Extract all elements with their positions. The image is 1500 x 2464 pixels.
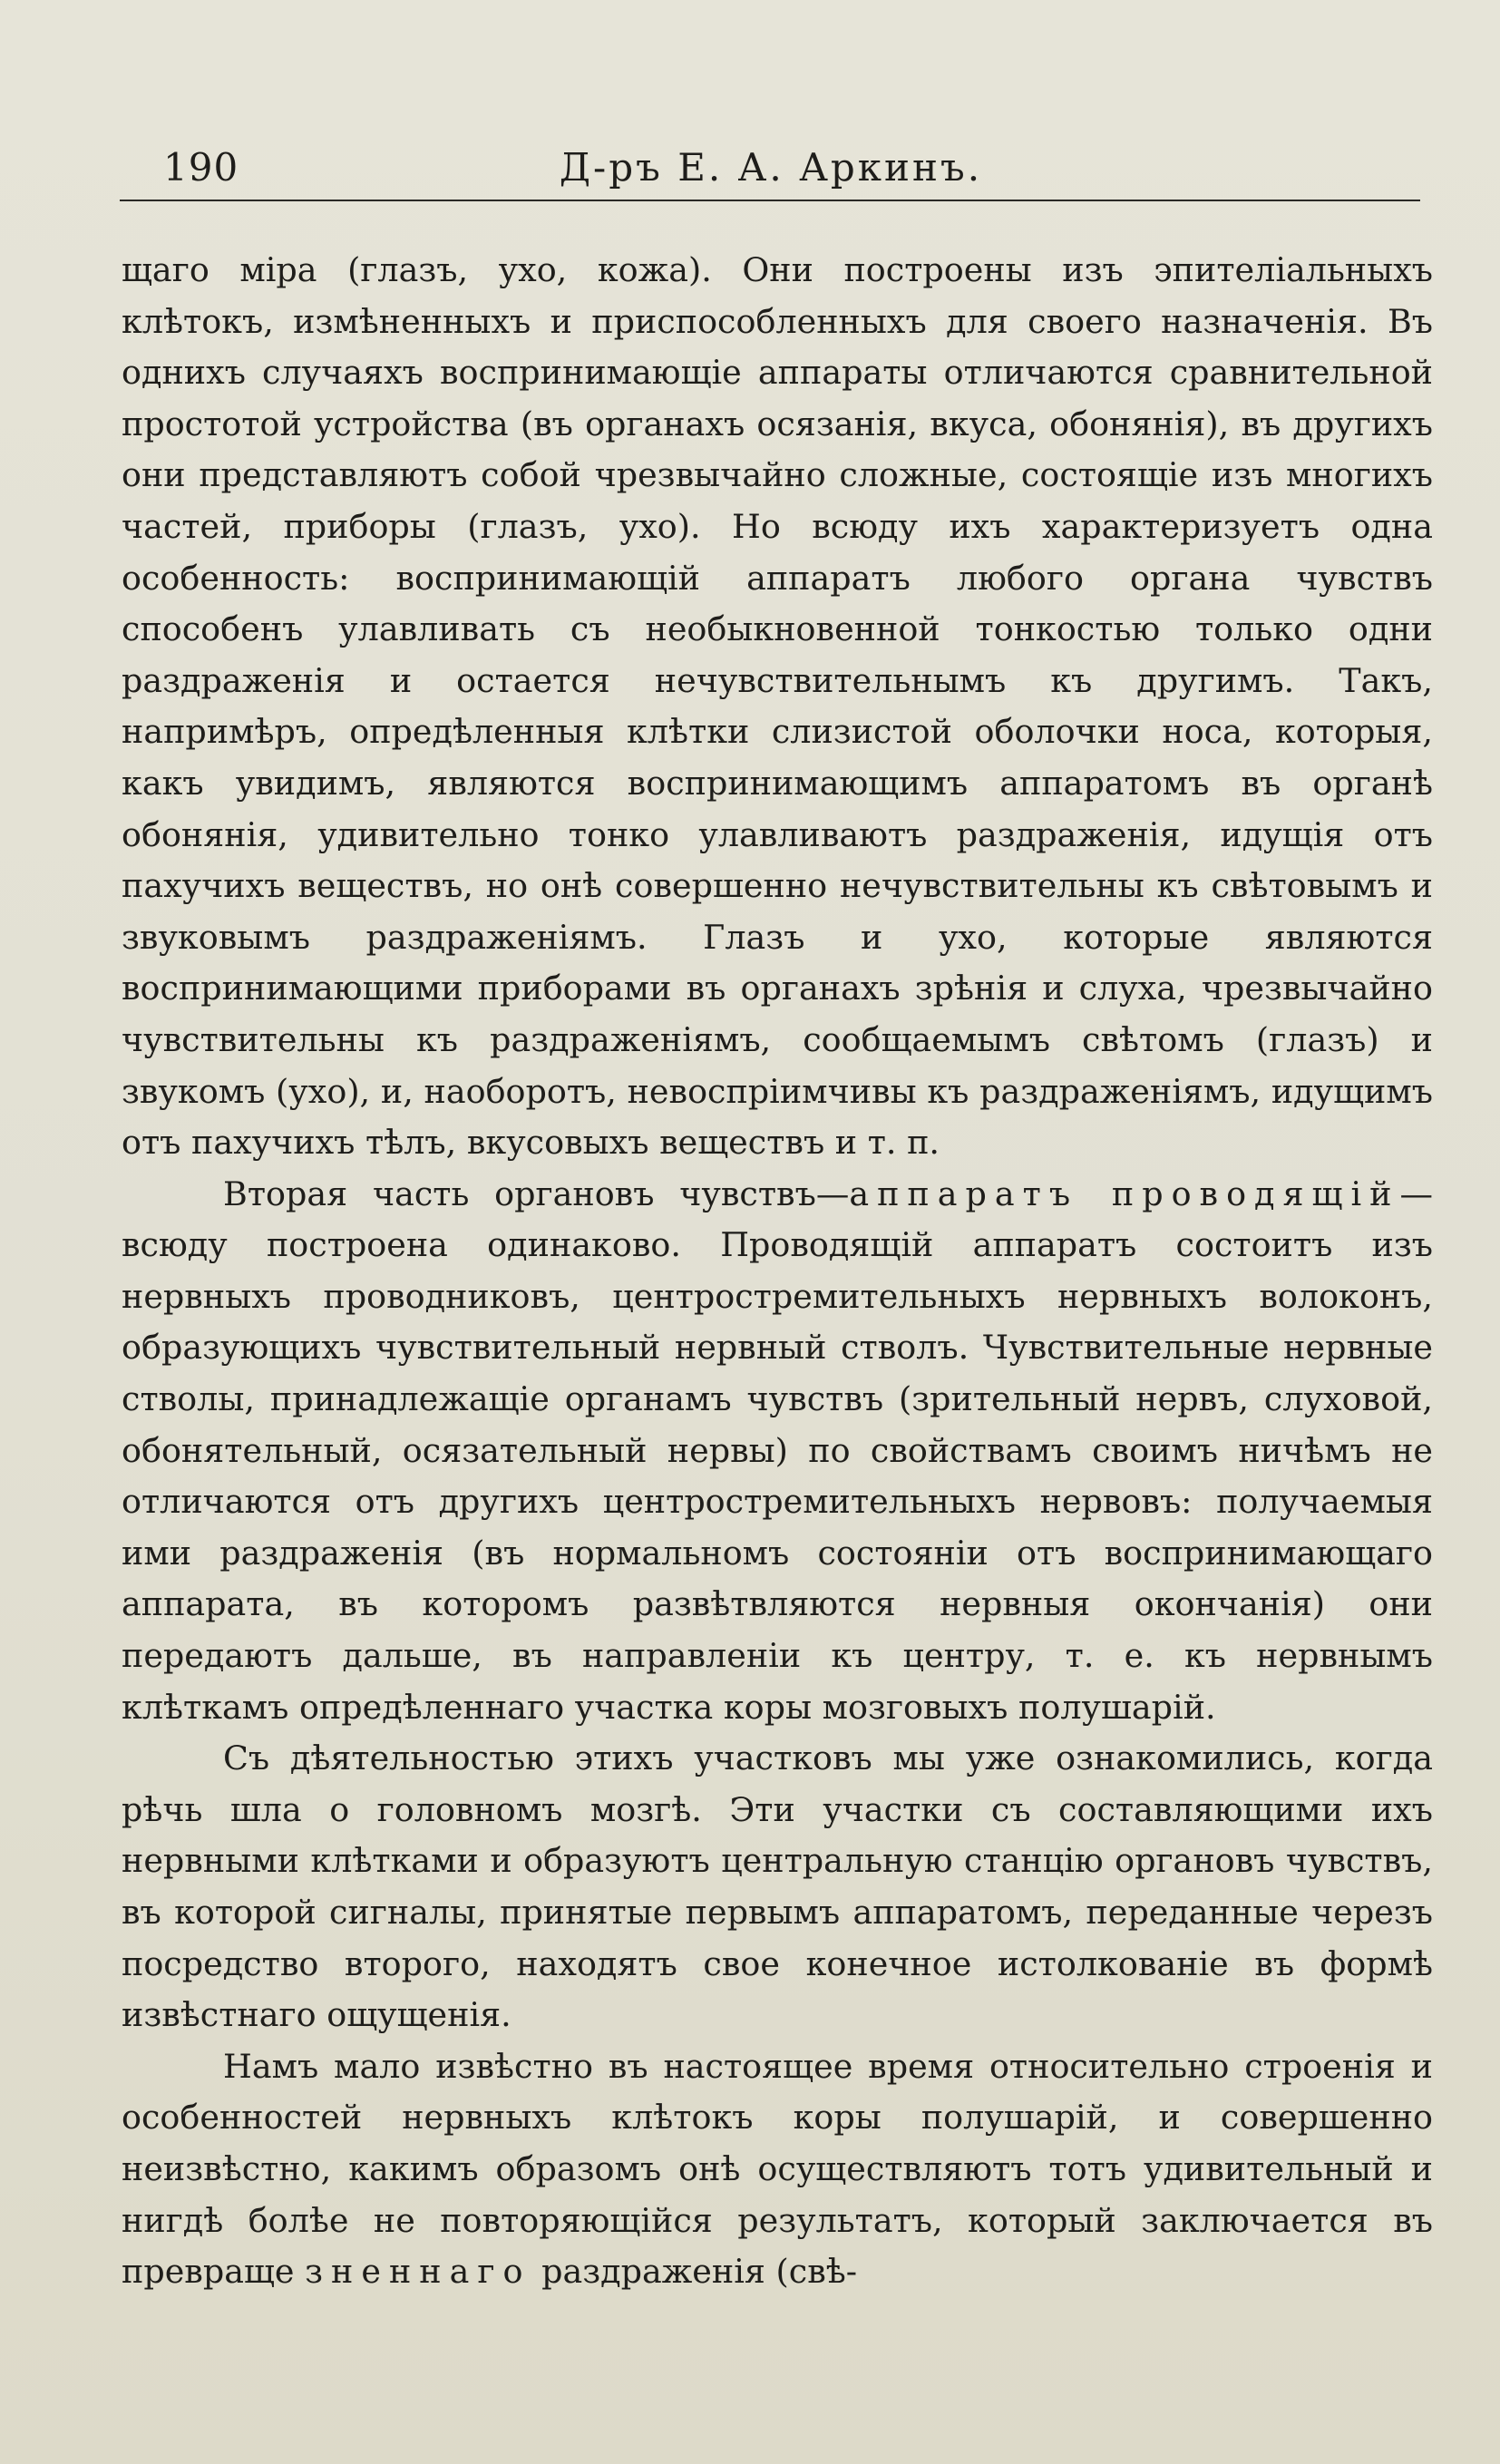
spaced-emphasis-term: аппаратъ проводящій <box>849 1174 1400 1213</box>
paragraph-4-end: раздраженія (свѣ- <box>531 2252 858 2292</box>
header-rule <box>120 200 1420 201</box>
paragraph-2 <box>122 1169 1433 1734</box>
paragraph-3: Съ дѣятельностью этихъ участковъ мы уже ознакомились, когда рѣчь шла о головномъ мозгѣ. Эти участки съ составляющими ихъ нервными клѣтками и образуютъ центральную станцію органовъ чувствъ, въ которой сигналы, принятые первымъ аппаратомъ, переданные черезъ посредство второго, находятъ свое конечное истолкованіе въ формѣ извѣстнаго ощущенія. <box>122 1738 1433 2035</box>
spaced-emphasis-fragment: зненнаго <box>305 2252 531 2292</box>
running-head: Д-ръ Е. А. Аркинъ. <box>559 145 983 190</box>
paragraph-1: щаго міра (глазъ, ухо, кожа). Они построены изъ эпителіальныхъ клѣтокъ, измѣненныхъ и приспособленныхъ для своего назначенія. Въ однихъ случаяхъ воспринимающіе аппараты отличаются сравнительной простотой устройства (въ органахъ осязанія, вкуса, обонянія), въ другихъ они представляютъ собой чрезвычайно сложные, состоящіе изъ многихъ частей, приборы (глазъ, ухо). Но всюду ихъ характеризуетъ одна особенность: воспринимающій аппаратъ любого органа чувствъ способенъ улавливать съ необыкновенной тонкостью только одни раздраженія и остается нечувствительнымъ къ другимъ. Такъ, напримѣръ, опредѣленныя клѣтки слизистой оболочки носа, которыя, какъ увидимъ, являются воспринимающимъ аппаратомъ въ органѣ обонянія, удивительно тонко улавливаютъ раздраженія, идущія отъ пахучихъ веществъ, но онѣ совершенно нечувствительны къ свѣтовымъ и звуковымъ раздраженіямъ. Глазъ и ухо, которые являются воспринимающими приборами въ органахъ зрѣнія и слуха, чрезвычайно чувствительны къ раздраженіямъ, сообщаемымъ свѣтомъ (глазъ) и звукомъ (ухо), и, наоборотъ, невоспріимчивы къ раздраженіямъ, идущимъ отъ пахучихъ тѣлъ, вкусовыхъ веществъ и т. п. <box>122 250 1433 1163</box>
paragraph-2-rest: —всюду построена одинаково. Проводящій аппаратъ состоитъ изъ нервныхъ проводниковъ, центростремительныхъ нервныхъ волоконъ, образующихъ чувствительный нервный стволъ. Чувствительные нервные стволы, принадлежащіе органамъ чувствъ (зрительный нервъ, слуховой, обонятельный, осязательный нервы) по свойствамъ своимъ ничѣмъ не отличаются отъ другихъ центростремительныхъ нервовъ: получаемыя ими раздраженія (въ нормальномъ состояніи отъ воспринимающаго аппарата, въ которомъ развѣтвляются нервныя окончанія) они передаютъ дальше, въ направленіи къ центру, т. е. къ нервнымъ клѣткамъ опредѣленнаго участка коры мозговыхъ полушарій. <box>122 1174 1433 1727</box>
page-header <box>127 145 1415 203</box>
paragraph-4 <box>122 2041 1433 2298</box>
page-number: 190 <box>163 145 239 190</box>
body-text <box>122 245 1433 2403</box>
paragraph-2-start: Вторая часть органовъ чувствъ— <box>223 1174 850 1213</box>
paragraph-4-start: Намъ мало извѣстно въ настоящее время относительно строенія и особенностей нервныхъ клѣтокъ коры полушарій, и совершенно неизвѣстно, какимъ образомъ онѣ осуществляютъ тотъ удивительный и нигдѣ болѣе не повторяющійся результатъ, который заключается въ превраще <box>122 2046 1433 2292</box>
